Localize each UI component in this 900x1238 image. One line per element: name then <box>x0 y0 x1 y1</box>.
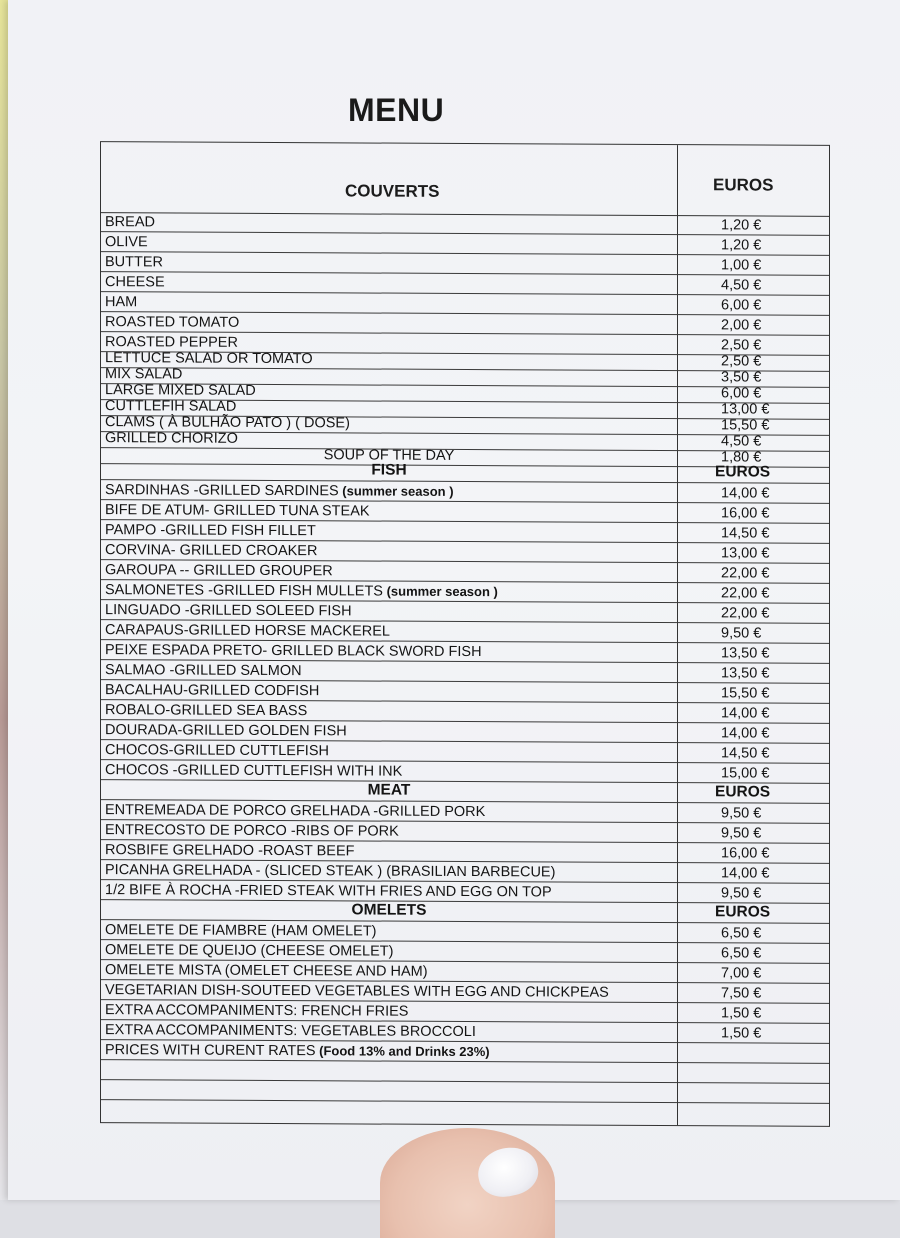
item-name: PICANHA GRELHADA - (SLICED STEAK ) (BRASILIAN BARBECUE) <box>105 862 556 881</box>
item-price: 14,00 € <box>721 865 770 882</box>
item-price: 14,00 € <box>721 485 770 502</box>
item-price: 9,50 € <box>721 805 762 822</box>
couverts-header: COUVERTS <box>345 181 440 201</box>
item-name: BUTTER <box>105 254 163 271</box>
item-name: CHOCOS-GRILLED CUTTLEFISH <box>105 742 329 760</box>
background-edge <box>0 0 8 1200</box>
item-price: 16,00 € <box>721 845 770 862</box>
item-name: BIFE DE ATUM- GRILLED TUNA STEAK <box>105 502 370 520</box>
item-name: LINGUADO -GRILLED SOLEED FISH <box>105 602 352 620</box>
item-price: 7,00 € <box>721 965 762 982</box>
item-name: CORVINA- GRILLED CROAKER <box>105 542 318 560</box>
item-price: 3,50 € <box>721 369 762 386</box>
item-price: 14,50 € <box>721 525 770 542</box>
item-price: 15,50 € <box>721 417 770 434</box>
item-price: 2,50 € <box>721 337 762 354</box>
item-name: ROASTED PEPPER <box>105 334 238 351</box>
item-price: 14,00 € <box>721 705 770 722</box>
item-name: HAM <box>105 294 138 311</box>
item-price: 4,50 € <box>721 277 762 294</box>
item-price: 9,50 € <box>721 885 762 902</box>
section-title: MEAT <box>367 781 411 799</box>
item-name: LARGE MIXED SALAD <box>105 382 256 399</box>
item-price: 1,50 € <box>721 1005 762 1022</box>
section-title: OMELETS <box>351 901 427 919</box>
item-name: ROBALO-GRILLED SEA BASS <box>105 702 308 720</box>
item-name: ROSBIFE GRELHADO -ROAST BEEF <box>105 842 355 860</box>
item-name: GAROUPA -- GRILLED GROUPER <box>105 562 333 580</box>
item-price: 4,50 € <box>721 433 762 450</box>
item-price: 22,00 € <box>721 565 770 582</box>
section-currency: EUROS <box>715 783 771 801</box>
item-name: GRILLED CHORIZO <box>105 430 238 447</box>
item-price: 16,00 € <box>721 505 770 522</box>
item-name: LETTUCE SALAD OR TOMATO <box>105 350 313 368</box>
item-price: 6,50 € <box>721 945 762 962</box>
item-name: OLIVE <box>105 234 148 251</box>
item-price: 6,00 € <box>721 385 762 402</box>
item-name: BACALHAU-GRILLED CODFISH <box>105 682 320 700</box>
item-name: OMELETE DE QUEIJO (CHEESE OMELET) <box>105 942 394 960</box>
item-name: 1/2 BIFE À ROCHA -FRIED STEAK WITH FRIES AND EGG ON TOP <box>105 882 552 901</box>
item-name: SALMAO -GRILLED SALMON <box>105 662 302 680</box>
item-price: 15,50 € <box>721 685 770 702</box>
menu-paper <box>8 0 900 1200</box>
item-price: 22,00 € <box>721 585 770 602</box>
item-name: CARAPAUS-GRILLED HORSE MACKEREL <box>105 622 390 640</box>
item-price: 13,50 € <box>721 665 770 682</box>
item-name: CUTTLEFIH SALAD <box>105 398 237 415</box>
item-price: 6,50 € <box>721 925 762 942</box>
item-name: PRICES WITH CURENT RATES (Food 13% and Drinks 23%) <box>105 1042 490 1060</box>
item-name: SOUP OF THE DAY <box>323 447 455 464</box>
euros-header: EUROS <box>713 175 774 195</box>
item-name: EXTRA ACCOMPANIMENTS: FRENCH FRIES <box>105 1002 409 1020</box>
item-price: 2,50 € <box>721 353 762 370</box>
item-note: (Food 13% and Drinks 23%) <box>315 1043 490 1060</box>
item-price: 6,00 € <box>721 297 762 314</box>
item-price: 9,50 € <box>721 625 762 642</box>
item-price: 13,00 € <box>721 401 770 418</box>
item-name: CLAMS ( À BULHÃO PATO ) ( DOSE) <box>105 414 350 432</box>
item-name: ENTREMEADA DE PORCO GRELHADA -GRILLED PORK <box>105 802 486 821</box>
item-name: VEGETARIAN DISH-SOUTEED VEGETABLES WITH EGG AND CHICKPEAS <box>105 982 609 1001</box>
item-price: 1,50 € <box>721 1025 762 1042</box>
item-name: CHEESE <box>105 274 165 291</box>
item-price: 13,00 € <box>721 545 770 562</box>
item-note: (summer season ) <box>382 583 498 600</box>
item-price: 13,50 € <box>721 645 770 662</box>
section-title: FISH <box>371 461 407 479</box>
item-name: OMELETE DE FIAMBRE (HAM OMELET) <box>105 922 377 940</box>
item-name: SARDINHAS -GRILLED SARDINES (summer season ) <box>105 482 454 500</box>
item-name: OMELETE MISTA (OMELET CHEESE AND HAM) <box>105 962 428 980</box>
item-name: ROASTED TOMATO <box>105 314 240 331</box>
item-price: 1,00 € <box>721 257 762 274</box>
item-price: 14,50 € <box>721 745 770 762</box>
item-name: SALMONETES -GRILLED FISH MULLETS (summer season ) <box>105 582 498 600</box>
item-price: 15,00 € <box>721 765 770 782</box>
item-name: EXTRA ACCOMPANIMENTS: VEGETABLES BROCCOLI <box>105 1022 476 1041</box>
item-name: PAMPO -GRILLED FISH FILLET <box>105 522 316 540</box>
menu-title: MENU <box>348 92 445 128</box>
menu-table <box>100 141 830 1127</box>
item-price: 1,80 € <box>721 449 762 466</box>
item-price: 9,50 € <box>721 825 762 842</box>
item-name: ENTRECOSTO DE PORCO -RIBS OF PORK <box>105 822 399 840</box>
item-price: 7,50 € <box>721 985 762 1002</box>
item-price: 2,00 € <box>721 317 762 334</box>
item-price: 22,00 € <box>721 605 770 622</box>
section-currency: EUROS <box>715 463 771 481</box>
item-name: PEIXE ESPADA PRETO- GRILLED BLACK SWORD FISH <box>105 642 482 661</box>
item-name: BREAD <box>105 214 155 231</box>
item-price: 1,20 € <box>721 217 762 234</box>
empty-row <box>101 1080 829 1104</box>
item-name: CHOCOS -GRILLED CUTTLEFISH WITH INK <box>105 762 403 780</box>
item-note: (summer season ) <box>338 483 454 499</box>
item-name: DOURADA-GRILLED GOLDEN FISH <box>105 722 347 740</box>
section-currency: EUROS <box>715 903 771 921</box>
item-name: MIX SALAD <box>105 366 183 383</box>
item-price: 1,20 € <box>721 237 762 254</box>
item-price: 14,00 € <box>721 725 770 742</box>
